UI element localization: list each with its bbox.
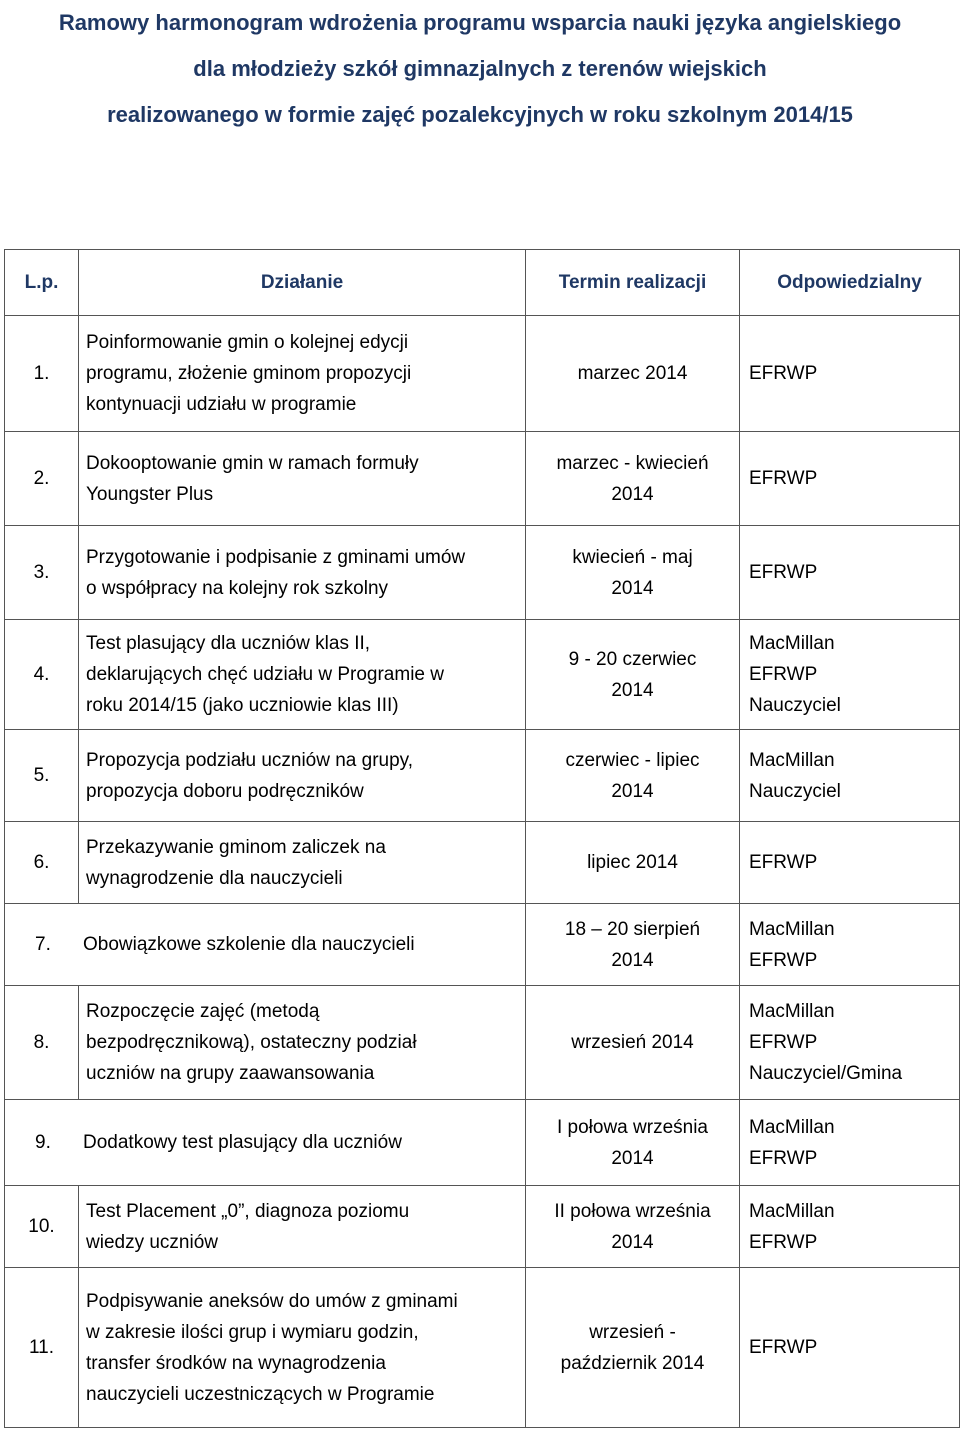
row-number: 11. bbox=[5, 1268, 79, 1428]
row-term-line: 18 – 20 sierpień bbox=[564, 918, 701, 940]
row-term bbox=[526, 904, 740, 986]
row-responsible-line: EFRWP bbox=[749, 363, 818, 384]
row-action-line: Test Placement „0”, diagnoza poziomu bbox=[86, 1200, 410, 1222]
row-action bbox=[79, 1186, 526, 1268]
row-term-line: lipiec 2014 bbox=[587, 852, 678, 873]
row-responsible bbox=[740, 1100, 960, 1186]
row-responsible bbox=[740, 904, 960, 986]
row-number: 5. bbox=[5, 730, 79, 822]
row-action bbox=[79, 822, 526, 904]
table-row bbox=[5, 316, 960, 432]
row-action-line: Propozycja podziału uczniów na grupy, bbox=[86, 749, 414, 771]
row-action-line: Youngster Plus bbox=[86, 483, 214, 505]
row-term-line: wrzesień 2014 bbox=[571, 1032, 694, 1053]
row-action-line: nauczycieli uczestniczących w Programie bbox=[86, 1383, 435, 1405]
row-number: 3. bbox=[5, 526, 79, 620]
row-responsible-line: EFRWP bbox=[749, 562, 818, 583]
table-row bbox=[5, 822, 960, 904]
row-term bbox=[526, 730, 740, 822]
row-term-line: październik 2014 bbox=[560, 1352, 705, 1374]
row-number-and-action bbox=[5, 904, 526, 986]
row-term bbox=[526, 1100, 740, 1186]
table-row bbox=[5, 1186, 960, 1268]
row-responsible-line: EFRWP bbox=[749, 949, 818, 971]
row-number: 8. bbox=[5, 986, 79, 1100]
row-action-line: w zakresie ilości grup i wymiaru godzin, bbox=[86, 1321, 419, 1343]
table-header-row bbox=[5, 250, 960, 316]
row-action: Dodatkowy test plasujący dla uczniów bbox=[83, 1132, 402, 1153]
row-responsible-line: Nauczyciel bbox=[749, 695, 841, 716]
row-action bbox=[79, 730, 526, 822]
row-responsible-line: EFRWP bbox=[749, 1032, 818, 1053]
row-responsible-line: EFRWP bbox=[749, 468, 818, 489]
row-responsible-line: Nauczyciel bbox=[749, 780, 841, 802]
row-responsible bbox=[740, 986, 960, 1100]
row-number: 7. bbox=[35, 934, 51, 955]
row-term-line: I połowa września bbox=[556, 1116, 709, 1138]
row-responsible-line: MacMillan bbox=[749, 918, 835, 940]
table-row bbox=[5, 730, 960, 822]
row-responsible bbox=[740, 730, 960, 822]
row-term bbox=[526, 526, 740, 620]
row-action-line: wynagrodzenie dla nauczycieli bbox=[86, 867, 343, 889]
row-responsible bbox=[740, 620, 960, 730]
row-action-line: programu, złożenie gminom propozycji bbox=[86, 363, 412, 384]
row-term bbox=[526, 316, 740, 432]
row-action-line: transfer środków na wynagrodzenia bbox=[86, 1352, 386, 1374]
row-responsible bbox=[740, 316, 960, 432]
row-number: 1. bbox=[5, 316, 79, 432]
row-action bbox=[79, 526, 526, 620]
row-action-line: Poinformowanie gmin o kolejnej edycji bbox=[86, 332, 409, 353]
row-responsible-line: MacMillan bbox=[749, 749, 835, 771]
table-row bbox=[5, 1100, 960, 1186]
row-action bbox=[79, 620, 526, 730]
row-term-line: 2014 bbox=[611, 577, 654, 599]
row-action-line: Podpisywanie aneksów do umów z gminami bbox=[86, 1290, 458, 1312]
table-row bbox=[5, 620, 960, 730]
row-action-line: propozycja doboru podręczników bbox=[86, 780, 364, 802]
row-action-line: o współpracy na kolejny rok szkolny bbox=[86, 577, 389, 599]
row-term-line: 2014 bbox=[611, 1147, 654, 1169]
row-term-line: czerwiec - lipiec bbox=[565, 749, 700, 771]
row-action-line: kontynuacji udziału w programie bbox=[86, 394, 357, 415]
title-line-3: realizowanego w formie zajęć pozalekcyjnych w roku szkolnym 2014/15 bbox=[107, 102, 853, 127]
row-term-line: 2014 bbox=[611, 483, 654, 505]
table-body bbox=[5, 316, 960, 1428]
row-responsible-line: EFRWP bbox=[749, 664, 818, 685]
row-number: 2. bbox=[5, 432, 79, 526]
row-action-line: Rozpoczęcie zajęć (metodą bbox=[86, 1001, 320, 1022]
document-title bbox=[0, 0, 960, 138]
header-lp: L.p. bbox=[5, 250, 79, 316]
row-action-line: wiedzy uczniów bbox=[86, 1231, 218, 1253]
row-action-line: uczniów na grupy zaawansowania bbox=[86, 1063, 375, 1084]
row-action bbox=[79, 432, 526, 526]
row-action-line: deklarujących chęć udziału w Programie w bbox=[86, 664, 444, 685]
row-action-line: roku 2014/15 (jako uczniowie klas III) bbox=[86, 695, 399, 716]
row-responsible bbox=[740, 432, 960, 526]
row-number: 10. bbox=[5, 1186, 79, 1268]
row-number: 4. bbox=[5, 620, 79, 730]
row-term bbox=[526, 1268, 740, 1428]
header-action: Działanie bbox=[79, 250, 526, 316]
row-responsible-line: MacMillan bbox=[749, 633, 835, 654]
row-term bbox=[526, 1186, 740, 1268]
row-number: 6. bbox=[5, 822, 79, 904]
row-number: 9. bbox=[35, 1132, 51, 1153]
row-term-line: 2014 bbox=[611, 780, 654, 802]
row-action-line: Test plasujący dla uczniów klas II, bbox=[86, 633, 371, 654]
row-term-line: wrzesień - bbox=[589, 1321, 676, 1343]
row-term-line: 2014 bbox=[611, 949, 654, 971]
row-action-line: bezpodręcznikową), ostateczny podział bbox=[86, 1032, 417, 1053]
title-line-2: dla młodzieży szkół gimnazjalnych z terenów wiejskich bbox=[193, 56, 767, 81]
row-action bbox=[79, 1268, 526, 1428]
row-term-line: 2014 bbox=[611, 679, 654, 701]
table-row bbox=[5, 986, 960, 1100]
row-responsible-line: Nauczyciel/Gmina bbox=[749, 1063, 903, 1084]
row-responsible bbox=[740, 822, 960, 904]
row-responsible-line: MacMillan bbox=[749, 1200, 835, 1222]
row-term-line: marzec 2014 bbox=[577, 363, 688, 384]
row-term-line: 9 - 20 czerwiec bbox=[568, 648, 697, 670]
row-responsible-line: EFRWP bbox=[749, 852, 818, 873]
row-term-line: marzec - kwiecień bbox=[556, 452, 709, 474]
table-row bbox=[5, 432, 960, 526]
row-action: Obowiązkowe szkolenie dla nauczycieli bbox=[83, 934, 415, 955]
row-responsible-line: MacMillan bbox=[749, 1116, 835, 1138]
row-action-line: Dokooptowanie gmin w ramach formuły bbox=[86, 452, 419, 474]
row-responsible bbox=[740, 1268, 960, 1428]
row-action bbox=[79, 316, 526, 432]
row-number-and-action bbox=[5, 1100, 526, 1186]
table-row bbox=[5, 1268, 960, 1428]
row-responsible-line: EFRWP bbox=[749, 1337, 818, 1358]
title-line-1: Ramowy harmonogram wdrożenia programu wsparcia nauki języka angielskiego bbox=[58, 10, 902, 35]
row-term-line: II połowa września bbox=[554, 1200, 711, 1222]
row-responsible-line: EFRWP bbox=[749, 1231, 818, 1253]
row-term bbox=[526, 620, 740, 730]
table-row bbox=[5, 526, 960, 620]
row-term-line: kwiecień - maj bbox=[572, 546, 693, 568]
row-term bbox=[526, 822, 740, 904]
table-row bbox=[5, 904, 960, 986]
row-action bbox=[79, 986, 526, 1100]
row-term bbox=[526, 986, 740, 1100]
header-responsible: Odpowiedzialny bbox=[740, 250, 960, 316]
row-action-line: Przygotowanie i podpisanie z gminami umów bbox=[86, 546, 466, 568]
row-responsible-line: EFRWP bbox=[749, 1147, 818, 1169]
schedule-table bbox=[4, 249, 960, 1428]
row-action-line: Przekazywanie gminom zaliczek na bbox=[86, 836, 386, 858]
row-responsible-line: MacMillan bbox=[749, 1001, 835, 1022]
row-term-line: 2014 bbox=[611, 1231, 654, 1253]
header-term: Termin realizacji bbox=[526, 250, 740, 316]
row-responsible bbox=[740, 526, 960, 620]
row-term bbox=[526, 432, 740, 526]
row-responsible bbox=[740, 1186, 960, 1268]
